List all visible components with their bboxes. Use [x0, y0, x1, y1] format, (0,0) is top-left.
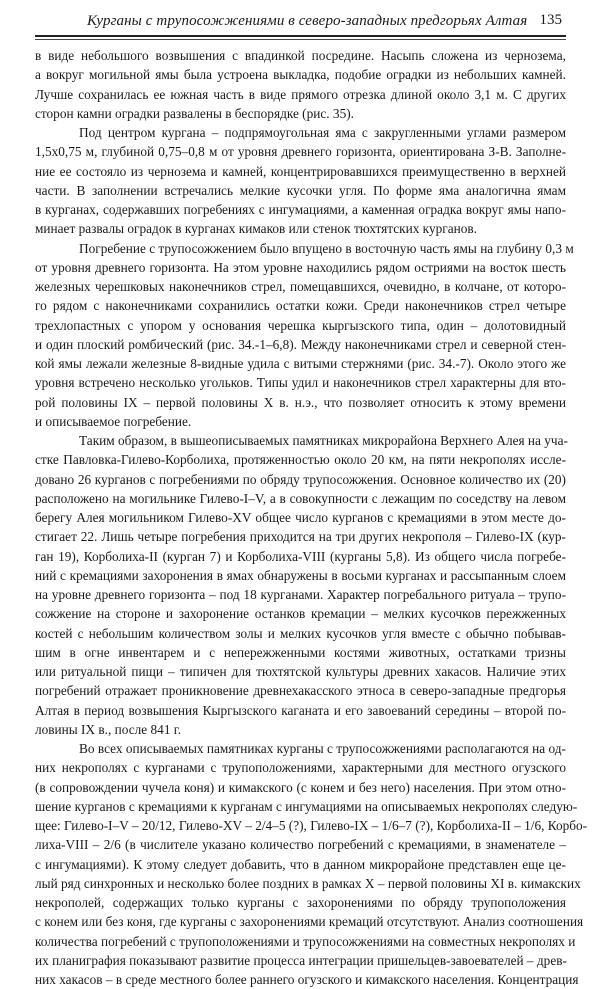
- text-line: с конем или без коня, где курганы с захоронениями кремаций отсутствуют. Анализ соотношения: [35, 914, 584, 930]
- text-line: или ритуальной пищи – типичен для тюхтятской культуры древних хакасов. Наличие этих: [35, 664, 566, 679]
- text-line: 1,5х0,75 м, глубиной 0,75–0,8 м от уровня древнего горизонта, ориентирована З-В. Заполне-: [35, 144, 566, 160]
- paragraph: [35, 239, 574, 432]
- text-line: на уровне древнего горизонта – под 18 курганами. Характер погребального ритуала – трупо-: [35, 587, 566, 602]
- text-line: в виде небольшого возвышения с впадинкой посредине. Насыпь сложена из чернозема,: [35, 48, 566, 63]
- header-rule-thick: [35, 35, 566, 37]
- text-line: расположено на могильнике Гилево-I–V, а в совокупности с лежащим по соседству на левом: [35, 490, 566, 506]
- text-line: части. В заполнении встречались мелкие кусочки угля. По форме яма аналогична ямам: [35, 182, 566, 198]
- text-line: а вокруг могильной ямы была устроена выкладка, подобие оградки из небольших камней.: [35, 67, 566, 83]
- text-line: стке Павловка-Гилево-Корболиха, протяженностью около 20 км, на пяти некрополях иссле-: [35, 452, 566, 468]
- text-line: ний с кремациями захоронения в ямах обнаружены в восьми курганах и рассыпанным слоем: [35, 567, 566, 583]
- page-number: 135: [539, 12, 562, 28]
- text-line: некрополей, содержащих только курганы с захоронениями по обряду трупоположения: [35, 895, 566, 910]
- text-line: шение курганов с кремациями к курганам с ингумациями на описываемых некрополях следую-: [35, 798, 578, 814]
- text-line: с ингумациями). К этому следует добавить, что в данном микрорайоне представлен еще це-: [35, 856, 566, 872]
- running-header: [35, 0, 566, 39]
- text-line: Погребение с трупосожжением было впущено в восточную часть ямы на глубину 0,3 м: [79, 240, 574, 256]
- text-line: костей с небольшим количеством золы и мелких кусочков угля вместе с обычно побывав-: [35, 625, 566, 641]
- text-line: кой ямы лежали железные 8-видные удила с витыми стержнями (рис. 34.-7). Около этого же: [35, 356, 566, 371]
- text-line: рой половины IX – первой половины X в. н.э., что позволяет относить к этому времени: [35, 394, 566, 410]
- text-line: берегу Алея могильником Гилево-XV общее число курганов с кремациями в этом месте до-: [35, 510, 566, 525]
- text-line: них некрополях с курганами с трупоположениями, характерными для местного огузского: [35, 760, 566, 776]
- text-line: Лучше сохранилась ее южная часть в виде прямого отрезка длиной около 3,1 м. С других: [35, 86, 566, 102]
- text-line: сторон камни оградки развалены в беспорядке (рис. 35).: [35, 105, 354, 121]
- text-line: (в сопровождении чучела коня) и кимакского (с конем и без него) населения. При этом отно-: [35, 779, 566, 795]
- text-line: ган 19), Корболиха-II (курган 7) и Корболиха-VIII (курганы 5,8). Из общего числа погребе-: [35, 548, 566, 564]
- text-line: и один плоский ромбический (рис. 34.-1–6,8). Между наконечниками стрел и северной стен-: [35, 336, 566, 352]
- text-line: погребений отражает проникновение древнехакасского этноса в северо-западные предгорья: [35, 683, 566, 699]
- paragraph: [35, 431, 566, 739]
- text-line: Таким образом, в вышеописываемых памятниках микрорайона Верхнего Алея на уча-: [79, 433, 568, 448]
- paragraph: [35, 46, 566, 123]
- text-line: количества погребений с трупоположениями и трупосожжениями на совместных некрополях и: [35, 933, 576, 949]
- text-line: их планиграфия показывают развитие процесса интеграции пришельцев-завоевателей – древ-: [35, 952, 567, 968]
- text-line: щее: Гилево-I–V – 20/12, Гилево-XV – 2/4–5 (?), Гилево-IX – 1/6–7 (?), Корболиха-II – 1/6, Корбо-: [35, 818, 588, 833]
- body-text: [35, 46, 588, 989]
- text-line: лиха-VIII – 2/6 (в числителе указано количество погребений с кремациями, в знаменателе –: [35, 837, 566, 853]
- text-line: ловины IX в., после 841 г.: [35, 721, 182, 737]
- text-line: ние ее состояло из чернозема и камней, концентрировавшихся преимущественно в верхней: [35, 163, 566, 179]
- page: [35, 0, 588, 987]
- text-line: сожжение на стороне и захоронение останков кремации – мелких кусочков пережженных: [35, 606, 566, 622]
- text-line: в курганах, содержавших погребениях с ингумациями, а каменная оградка вокруг ямы напо-: [35, 202, 566, 217]
- text-line: лый ряд синхронных и несколько более поздних в рамках X – первой половины XI в. кимакских: [35, 875, 581, 891]
- text-line: железных черешковых наконечников стрел, помещавшихся, очевидно, в колчане, от которо-: [35, 279, 566, 294]
- text-line: и описываемое погребение.: [35, 413, 192, 429]
- text-line: стигает 22. Лишь четыре погребения приходится на три других некрополя – Гилево-IX (кур-: [35, 529, 566, 545]
- text-line: уровня встречено несколько угольков. Типы удил и наконечников стрел характерны для вто-: [35, 375, 566, 391]
- text-line: го рядом с наконечниками сохранились остатки кожи. Среди наконечников стрел четыре: [35, 298, 566, 314]
- paragraph: [35, 123, 566, 239]
- text-line: шим в огне инвентарем и с непережженными костями животных, остатками тризны: [35, 644, 566, 660]
- text-line: трехлопастных с упором у основания черешка кыргызского типа, один – долотовидный: [35, 317, 566, 333]
- text-line: довано 26 курганов с погребениями по обряду трупосожжения. Основное количество их (20): [35, 471, 566, 487]
- paragraph: [35, 739, 588, 989]
- text-line: минает развалы оградок в курганах кимаков или стенок тюхтятских курганов.: [35, 221, 477, 237]
- text-line: от уровня древнего горизонта. На этом уровне находились рядом остриями на восток шесть: [35, 259, 566, 275]
- text-line: Под центром кургана – подпрямоугольная яма с закругленными углами размером: [79, 125, 566, 140]
- running-title: Курганы с трупосожжениями в северо-западных предгорьях Алтая: [87, 13, 528, 29]
- text-line: них хакасов – в среде местного более раннего огузского и кимакского населения. Концентрация: [35, 972, 579, 987]
- text-line: Во всех описываемых памятниках курганы с трупосожжениями располагаются на од-: [79, 741, 566, 756]
- header-rule-thin: [35, 39, 566, 40]
- text-line: Алтая в период возвышения Кыргызского каганата и его завоеваний середины – второй по-: [35, 702, 566, 718]
